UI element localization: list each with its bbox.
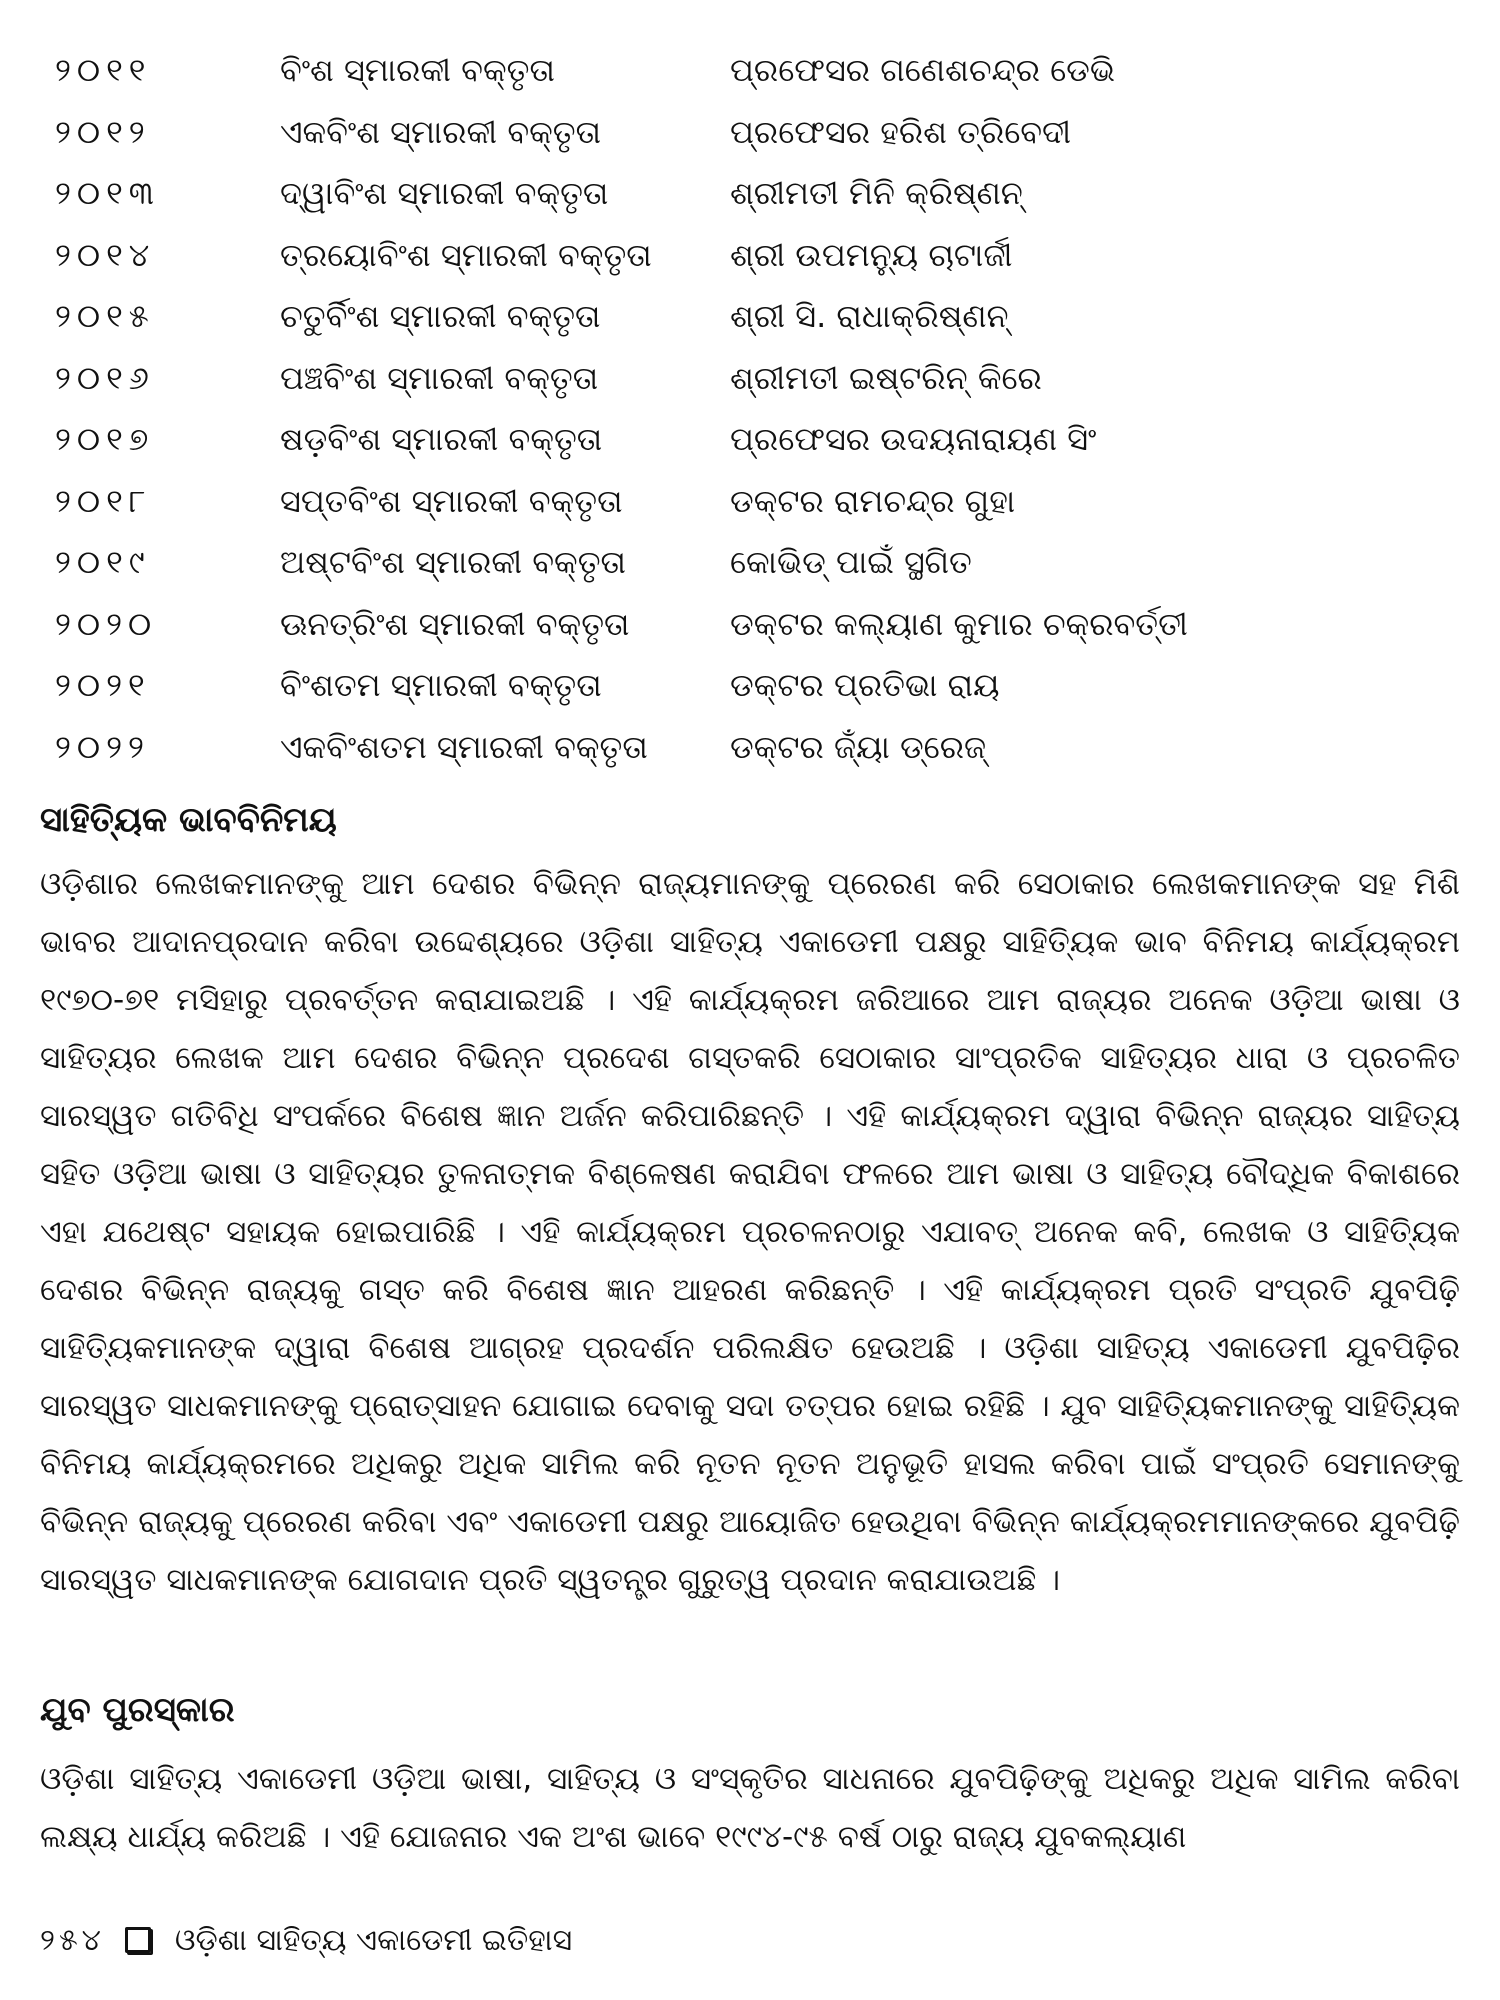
lecture-title: ବିଂଶ ସ୍ମାରକୀ ବକ୍ତୃତା (280, 51, 555, 89)
section-paragraph-youth-award: ଓଡ଼ିଶା ସାହିତ୍ୟ ଏକାଡେମୀ ଓଡ଼ିଆ ଭାଷା, ସାହିତ୍ୟ ଓ ସଂସ୍କୃତିର ସାଧନାରେ ଯୁବପିଢ଼ିଙ୍କୁ ଅଧିକରୁ ଅଧିକ ସାମିଲ କରିବା ଲକ୍ଷ୍ୟ ଧାର୍ଯ୍ୟ କରିଅଛି । ଏହି ଯୋଜନାର ଏକ ଅଂଶ ଭାବେ ୧୯୯୪-୯୫ ବର୍ଷ ଠାରୁ ରାଜ୍ୟ ଯୁବକଲ୍ୟାଣ (40, 1761, 1460, 1855)
page-number: ୨୫୪ (40, 1922, 105, 1958)
lecture-title: ଏକବିଂଶ ସ୍ମାରକୀ ବକ୍ତୃତା (280, 112, 602, 151)
lecture-year: ୨୦୧୫ (55, 297, 155, 335)
lecture-row (40, 225, 1460, 287)
lecture-speaker: ଡକ୍ଟର ଜ୍ୟାଁ ଡ୍ରେଜ୍ (730, 727, 987, 766)
lecture-year: ୨୦୨୧ (55, 666, 151, 704)
lecture-speaker: ଶ୍ରୀମତୀ ଇଷ୍ଟରିନ୍ କିରେ (730, 358, 1042, 397)
lecture-speaker: ପ୍ରଫେସର ଉଦୟନାରାୟଣ ସିଂ (730, 420, 1097, 458)
lecture-row (40, 594, 1460, 656)
lecture-title: ଚତୁର୍ବିଂଶ ସ୍ମାରକୀ ବକ୍ତୃତା (280, 297, 601, 335)
lecture-title: ଏକବିଂଶତମ ସ୍ମାରକୀ ବକ୍ତୃତା (280, 727, 648, 766)
lecture-row (40, 655, 1460, 717)
lecture-title: ଅଷ୍ଟବିଂଶ ସ୍ମାରକୀ ବକ୍ତୃତା (280, 543, 626, 581)
lecture-title: ବିଂଶତମ ସ୍ମାରକୀ ବକ୍ତୃତା (280, 666, 602, 704)
lecture-year: ୨୦୧୧ (55, 51, 152, 89)
lecture-row (40, 286, 1460, 348)
lecture-speaker: କୋଭିଡ୍ ପାଇଁ ସ୍ଥଗିତ (730, 543, 972, 581)
lecture-list (40, 40, 1460, 778)
lecture-year: ୨୦୧୬ (55, 358, 155, 397)
lecture-speaker: ଶ୍ରୀମତୀ ମିନି କ୍ରିଷ୍ଣନ୍ (730, 174, 1023, 212)
lecture-row (40, 717, 1460, 779)
section-paragraph-literary-exchange: ଓଡ଼ିଶାର ଲେଖକମାନଙ୍କୁ ଆମ ଦେଶର ବିଭିନ୍ନ ରାଜ୍ୟମାନଙ୍କୁ ପ୍ରେରଣ କରି ସେଠାକାର ଲେଖକମାନଙ୍କ ସହ ମିଶି ଭାବର ଆଦାନପ୍ରଦାନ କରିବା ଉଦ୍ଦେଶ୍ୟରେ ଓଡ଼ିଶା ସାହିତ୍ୟ ଏକାଡେମୀ ପକ୍ଷରୁ ସାହିତ୍ୟିକ ଭାବ ବିନିମୟ କାର୍ଯ୍ୟକ୍ରମ ୧୯୭୦-୭୧ ମସିହାରୁ ପ୍ରବର୍ତ୍ତନ କରାଯାଇଅଛି । ଏହି କାର୍ଯ୍ୟକ୍ରମ ଜରିଆରେ ଆମ ରାଜ୍ୟର ଅନେକ ଓଡ଼ିଆ ଭାଷା ଓ ସାହିତ୍ୟର ଲେଖକ ଆମ ଦେଶର ବିଭିନ୍ନ ପ୍ରଦେଶ ଗସ୍ତକରି ସେଠାକାର ସାଂପ୍ରତିକ ସାହିତ୍ୟର ଧାରା ଓ ପ୍ରଚଳିତ ସାରସ୍ୱତ ଗତିବିଧି ସଂପର୍କରେ ବିଶେଷ ଜ୍ଞାନ ଅର୍ଜନ କରିପାରିଛନ୍ତି । ଏହି କାର୍ଯ୍ୟକ୍ରମ ଦ୍ୱାରା ବିଭିନ୍ନ ରାଜ୍ୟର ସାହିତ୍ୟ ସହିତ ଓଡ଼ିଆ ଭାଷା ଓ ସାହିତ୍ୟର ତୁଳନାତ୍ମକ ବିଶ୍ଳେଷଣ କରାଯିବା ଫଳରେ ଆମ ଭାଷା ଓ ସାହିତ୍ୟ ବୌଦ୍ଧିକ ବିକାଶରେ ଏହା ଯଥେଷ୍ଟ ସହାୟକ ହୋଇପାରିଛି । ଏହି କାର୍ଯ୍ୟକ୍ରମ ପ୍ରଚଳନଠାରୁ ଏଯାବତ୍ ଅନେକ କବି, ଲେଖକ ଓ ସାହିତ୍ୟିକ ଦେଶର ବିଭିନ୍ନ ରାଜ୍ୟକୁ ଗସ୍ତ କରି ବିଶେଷ ଜ୍ଞାନ ଆହରଣ କରିଛନ୍ତି । ଏହି କାର୍ଯ୍ୟକ୍ରମ ପ୍ରତି ସଂପ୍ରତି ଯୁବପିଢ଼ି ସାହିତ୍ୟିକମାନଙ୍କ ଦ୍ୱାରା ବିଶେଷ ଆଗ୍ରହ ପ୍ରଦର୍ଶନ ପରିଲକ୍ଷିତ ହେଉଅଛି । ଓଡ଼ିଶା ସାହିତ୍ୟ ଏକାଡେମୀ ଯୁବପିଢ଼ିର ସାରସ୍ୱତ ସାଧକମାନଙ୍କୁ ପ୍ରୋତ୍ସାହନ ଯୋଗାଇ ଦେବାକୁ ସଦା ତତ୍ପର ହୋଇ ରହିଛି । ଯୁବ ସାହିତ୍ୟିକମାନଙ୍କୁ ସାହିତ୍ୟିକ ବିନିମୟ କାର୍ଯ୍ୟକ୍ରମରେ ଅଧିକରୁ ଅଧିକ ସାମିଲ କରି ନୂତନ ନୂତନ ଅନୁଭୂତି ହାସଲ କରିବା ପାଇଁ ସଂପ୍ରତି ସେମାନଙ୍କୁ ବିଭିନ୍ନ ରାଜ୍ୟକୁ ପ୍ରେରଣ କରିବା ଏବଂ ଏକାଡେମୀ ପକ୍ଷରୁ ଆୟୋଜିତ ହେଉଥିବା ବିଭିନ୍ନ କାର୍ଯ୍ୟକ୍ରମମାନଙ୍କରେ ଯୁବପିଢ଼ି ସାରସ୍ୱତ ସାଧକମାନଙ୍କ ଯୋଗଦାନ ପ୍ରତି ସ୍ୱତନ୍ତ୍ର ଗୁରୁତ୍ୱ ପ୍ରଦାନ କରାଯାଉଅଛି । (40, 866, 1460, 1598)
running-footer-title: ଓଡ଼ିଶା ସାହିତ୍ୟ ଏକାଡେମୀ ଇତିହାସ (174, 1922, 573, 1958)
page-footer (40, 1918, 572, 1962)
section-heading-literary-exchange: ସାହିତ୍ୟିକ ଭାବବିନିମୟ (40, 800, 337, 840)
lecture-title: ଦ୍ୱାବିଂଶ ସ୍ମାରକୀ ବକ୍ତୃତା (280, 174, 609, 212)
lecture-year: ୨୦୧୮ (55, 481, 152, 520)
lecture-speaker: ପ୍ରଫେସର ହରିଶ ତ୍ରିବେଦୀ (730, 112, 1072, 151)
lecture-row (40, 40, 1460, 102)
lecture-title: ଷଡ଼ବିଂଶ ସ୍ମାରକୀ ବକ୍ତୃତା (280, 420, 603, 458)
section-heading-youth-award: ଯୁବ ପୁରସ୍କାର (40, 1690, 235, 1730)
lecture-title: ସପ୍ତବିଂଶ ସ୍ମାରକୀ ବକ୍ତୃତା (280, 481, 623, 520)
lecture-title: ଊନତ୍ରିଂଶ ସ୍ମାରକୀ ବକ୍ତୃତା (280, 604, 630, 643)
lecture-speaker: ଡକ୍ଟର କଲ୍ୟାଣ କୁମାର ଚକ୍ରବର୍ତ୍ତୀ (730, 604, 1188, 643)
lecture-speaker: ଶ୍ରୀ ଉପମନ୍ୟୁ ଚାଟାର୍ଜୀ (730, 235, 1013, 274)
lecture-row (40, 102, 1460, 164)
lecture-year: ୨୦୨୦ (55, 604, 158, 643)
lecture-row (40, 409, 1460, 471)
lecture-year: ୨୦୧୭ (55, 420, 155, 458)
lecture-year: ୨୦୨୨ (55, 727, 150, 766)
lecture-row (40, 163, 1460, 225)
lecture-title: ତ୍ରୟୋବିଂଶ ସ୍ମାରକୀ ବକ୍ତୃତା (280, 235, 652, 274)
lecture-speaker: ଡକ୍ଟର ପ୍ରତିଭା ରାୟ (730, 666, 1000, 704)
lecture-year: ୨୦୧୨ (55, 112, 151, 151)
lecture-year: ୨୦୧୪ (55, 235, 156, 274)
lecture-row (40, 348, 1460, 410)
lecture-year: ୨୦୧୩ (55, 174, 160, 212)
lecture-speaker: ଡକ୍ଟର ରାମଚନ୍ଦ୍ର ଗୁହା (730, 481, 1016, 520)
lecture-year: ୨୦୧୯ (55, 543, 151, 581)
lecture-title: ପଞ୍ଚବିଂଶ ସ୍ମାରକୀ ବକ୍ତୃତା (280, 358, 599, 397)
lecture-row (40, 532, 1460, 594)
lecture-speaker: ଶ୍ରୀ ସି. ରାଧାକ୍ରିଷ୍ଣନ୍ (730, 297, 1009, 335)
lecture-row (40, 471, 1460, 533)
lecture-speaker: ପ୍ରଫେସର ଗଣେଶଚନ୍ଦ୍ର ଡେଭି (730, 51, 1116, 89)
square-box-icon (125, 1927, 151, 1953)
